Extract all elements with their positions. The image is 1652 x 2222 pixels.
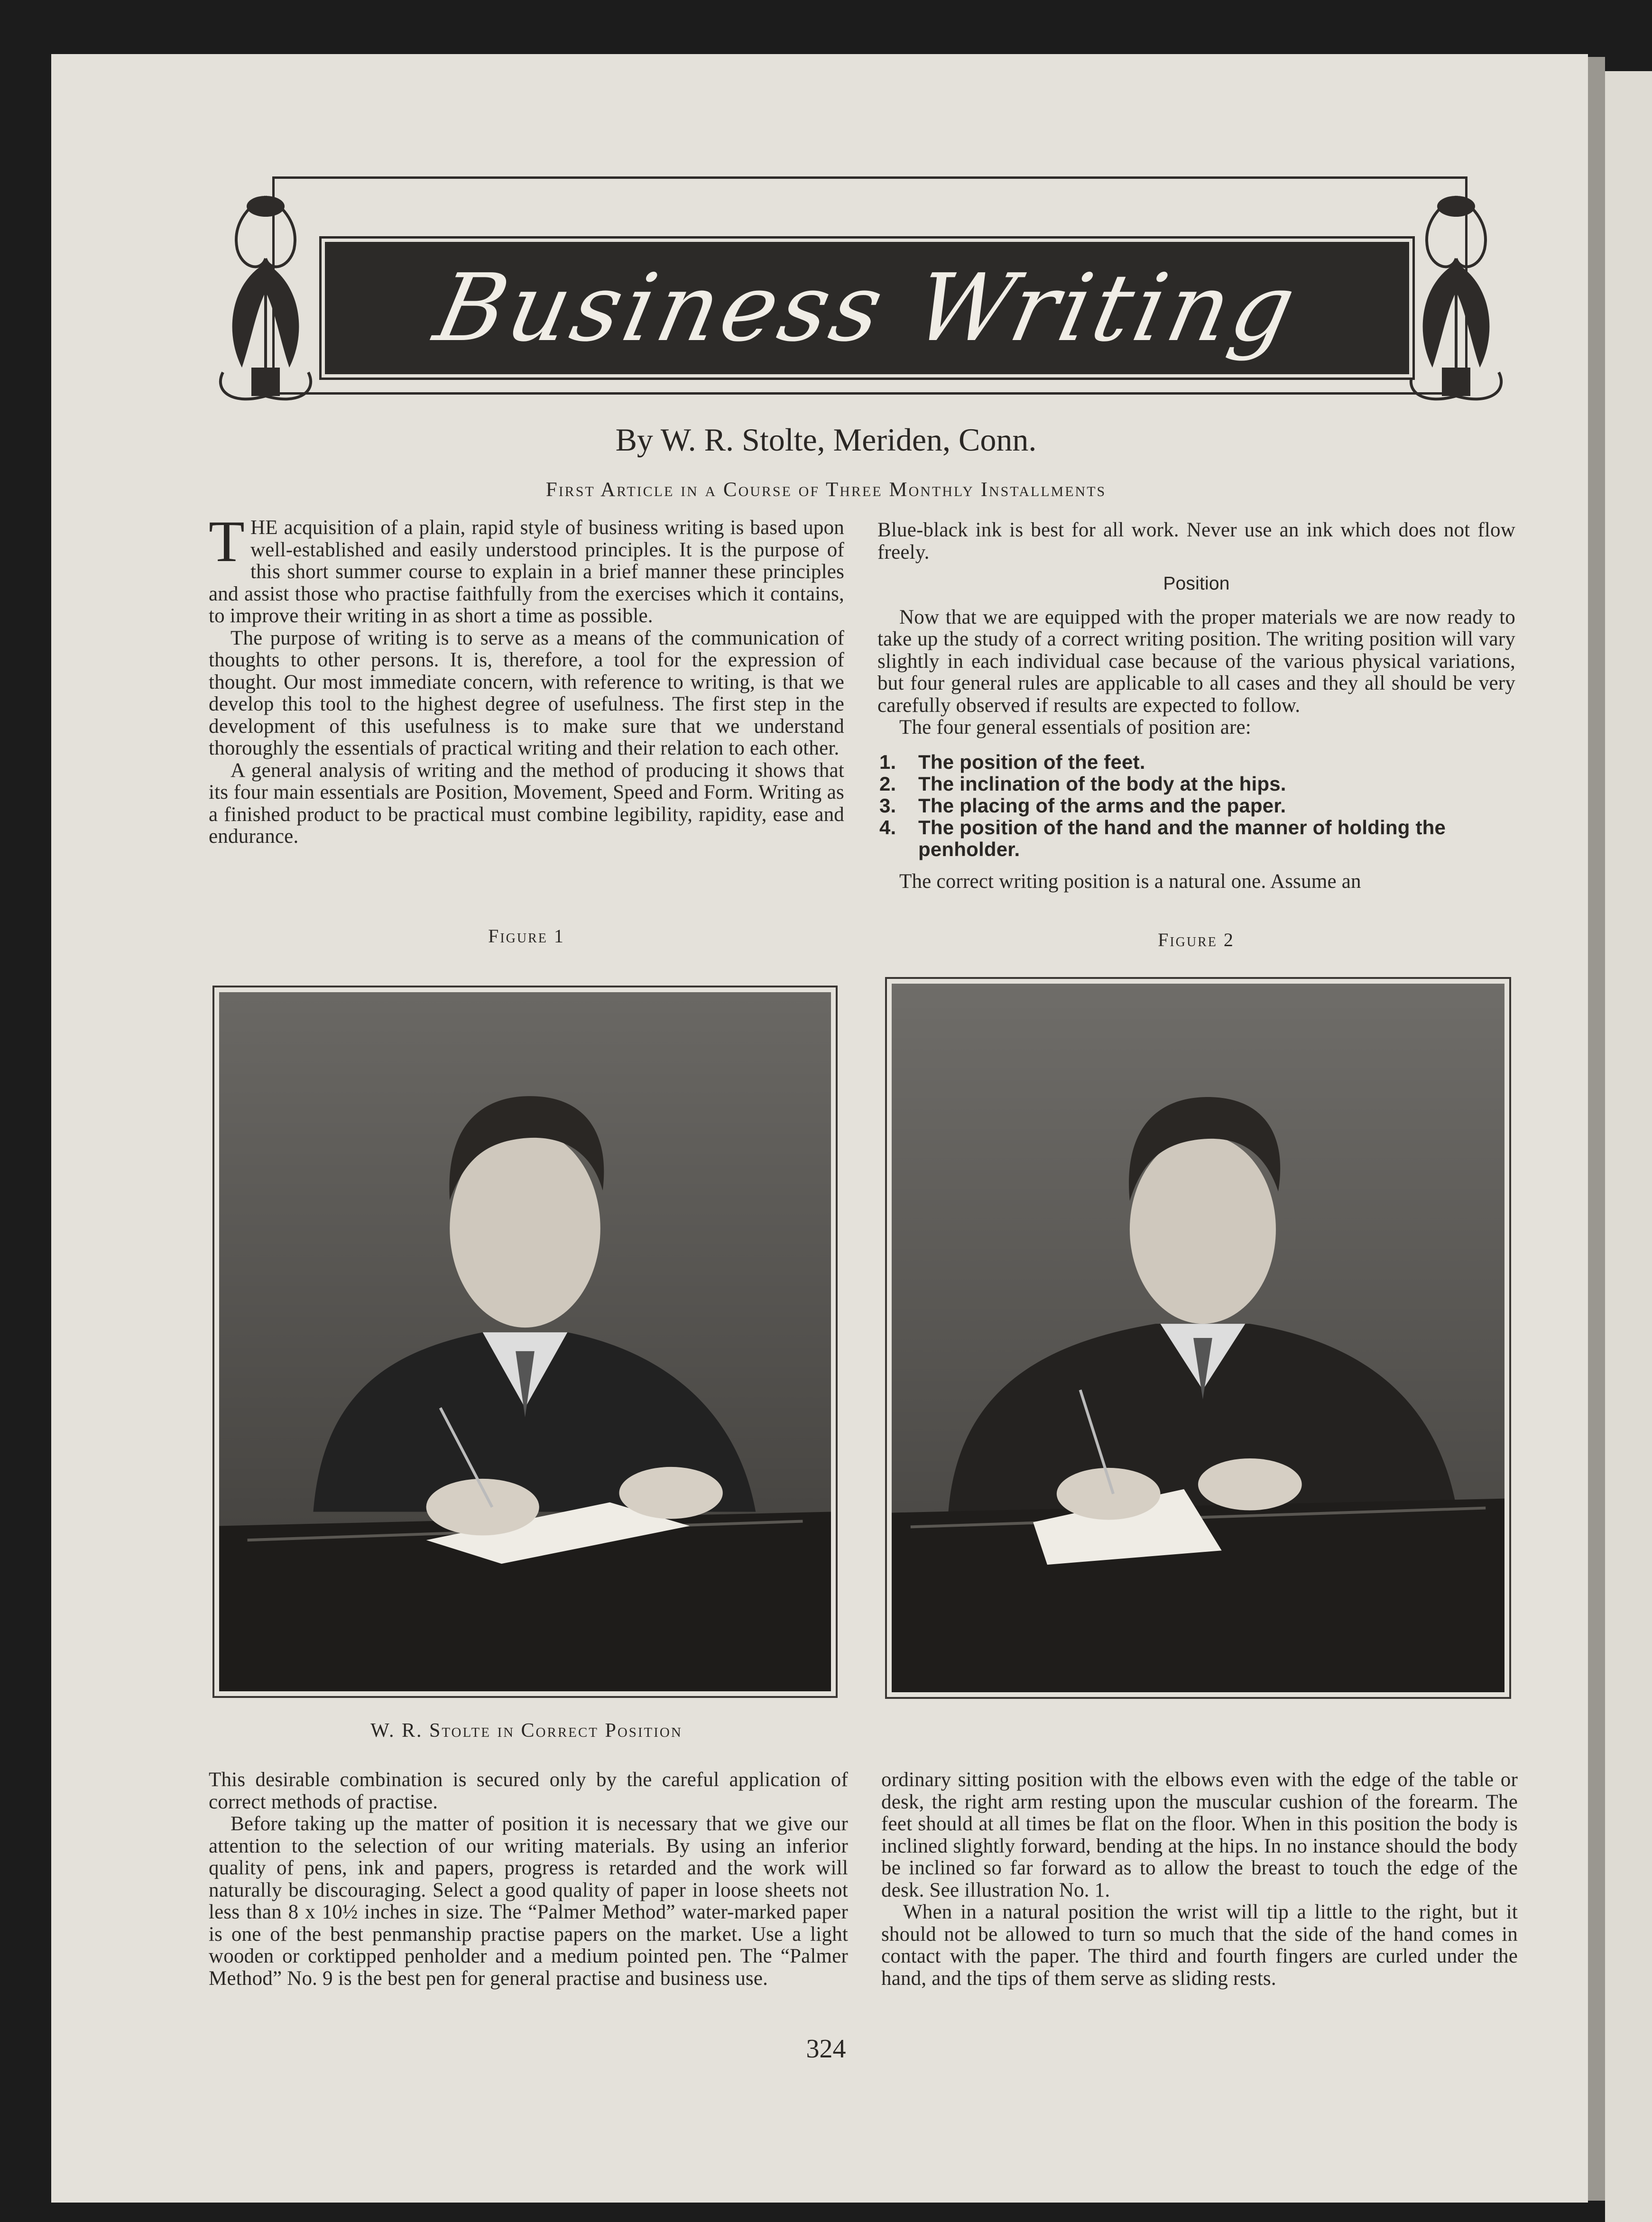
figure-caption: W. R. Stolte in Correct Position xyxy=(370,1720,683,1742)
right-floral-ornament-icon xyxy=(1394,187,1518,424)
column-bottom-left xyxy=(209,1769,848,1990)
figure-2-photo xyxy=(885,977,1511,1699)
facing-page-edge xyxy=(1605,71,1652,2222)
drop-cap: T xyxy=(209,509,245,574)
left-floral-ornament-icon xyxy=(204,187,327,424)
column-top-right xyxy=(877,519,1515,893)
page-number: 324 xyxy=(806,2034,846,2064)
essentials-list xyxy=(877,751,1515,860)
figure-2-label: Figure 2 xyxy=(1158,929,1235,950)
series-subline: First Article in a Course of Three Monthly Installments xyxy=(545,479,1107,501)
paragraph: Before taking up the matter of position it is necessary that we give our attention to the selection of our writing materials. By using an inferior quality of pens, ink and papers, progress is retarded and the work will naturally be discouraging. Select a good quality of paper in loose sheets not less than 8 x 10½ inches in size. The “Palmer Method” water-marked paper is one of the best penmanship practise papers on the market. Use a light wooden or corktipped penholder and a medium pointed pen. The “Palmer Method” No. 9 is the best pen for general practise and business use. xyxy=(209,1813,848,1990)
photo-man-writing-2 xyxy=(892,984,1504,1692)
column-top-left xyxy=(209,509,844,848)
figure-1-label: Figure 1 xyxy=(488,925,565,947)
paragraph: ordinary sitting position with the elbows even with the edge of the table or desk, the right arm resting upon the muscular cushion of the forearm. The feet should at all times be flat on the floor. When in this position the body is inclined slightly forward, bending at the hips. In no instance should the body be inclined so far forward as to allow the breast to touch the edge of the desk. See illustration No. 1. xyxy=(881,1769,1518,1901)
list-item: 3. The placing of the arms and the paper. xyxy=(879,794,1286,817)
paragraph: A general analysis of writing and the method of producing it shows that its four main essentials are Position, Movement, Speed and Form. Writing as a finished product to be practical must combine legibility, rapidity, ease and endurance. xyxy=(209,759,844,848)
page-gutter-shadow xyxy=(1588,57,1605,2201)
paragraph: When in a natural position the wrist will tip a little to the right, but it should not be allowed to turn so much that the side of the hand comes in contact with the paper. The third and fourth fingers are curled under the hand, and the tips of them serve as sliding rests. xyxy=(881,1901,1518,1990)
column-bottom-right xyxy=(881,1769,1518,1990)
paragraph: The four general essentials of position are: xyxy=(899,716,1251,738)
byline: By W. R. Stolte, Meriden, Conn. xyxy=(615,422,1037,458)
list-item: 2. The inclination of the body at the hips. xyxy=(879,772,1286,795)
title-banner xyxy=(322,239,1412,378)
paragraph: The purpose of writing is to serve as a means of the communication of thoughts to other persons. It is, therefore, a tool for the expression of thought. Our most immediate concern, with reference to writing, is that we develop this tool to the highest degree of usefulness. The first step in the development of this usefulness is to make sure that we understand thoroughly the essentials of practical writing and their relation to each other. xyxy=(209,627,844,759)
photo-man-writing-1 xyxy=(219,992,831,1691)
list-item: 4. The position of the hand and the manner of holding the penholder. xyxy=(879,816,1446,860)
paragraph: Blue-black ink is best for all work. Never use an ink which does not flow freely. xyxy=(877,519,1515,563)
list-item: 1. The position of the feet. xyxy=(879,750,1145,773)
paragraph: Now that we are equipped with the proper materials we are now ready to take up the study of a correct writing position. The writing position will vary slightly in each individual case because of the various physical variations, but four general rules are applicable to all cases and they all should be very carefully observed if results are expected to follow. xyxy=(877,606,1515,717)
section-heading: Position xyxy=(1163,573,1230,594)
paragraph: This desirable combination is secured only by the careful application of correct methods of practise. xyxy=(209,1769,848,1813)
paragraph: The correct writing position is a natural one. Assume an xyxy=(899,870,1361,893)
article-title: Business Writing xyxy=(426,254,1308,362)
figure-1-photo xyxy=(212,986,838,1698)
paragraph: THE acquisition of a plain, rapid style of business writing is based upon well-established and easily understood principles. It is the purpose of this short summer course to explain in a brief manner these principles and assist those who practise faithfully from the exercises which it contains, to improve their writing in as short a time as possible. xyxy=(209,509,844,627)
